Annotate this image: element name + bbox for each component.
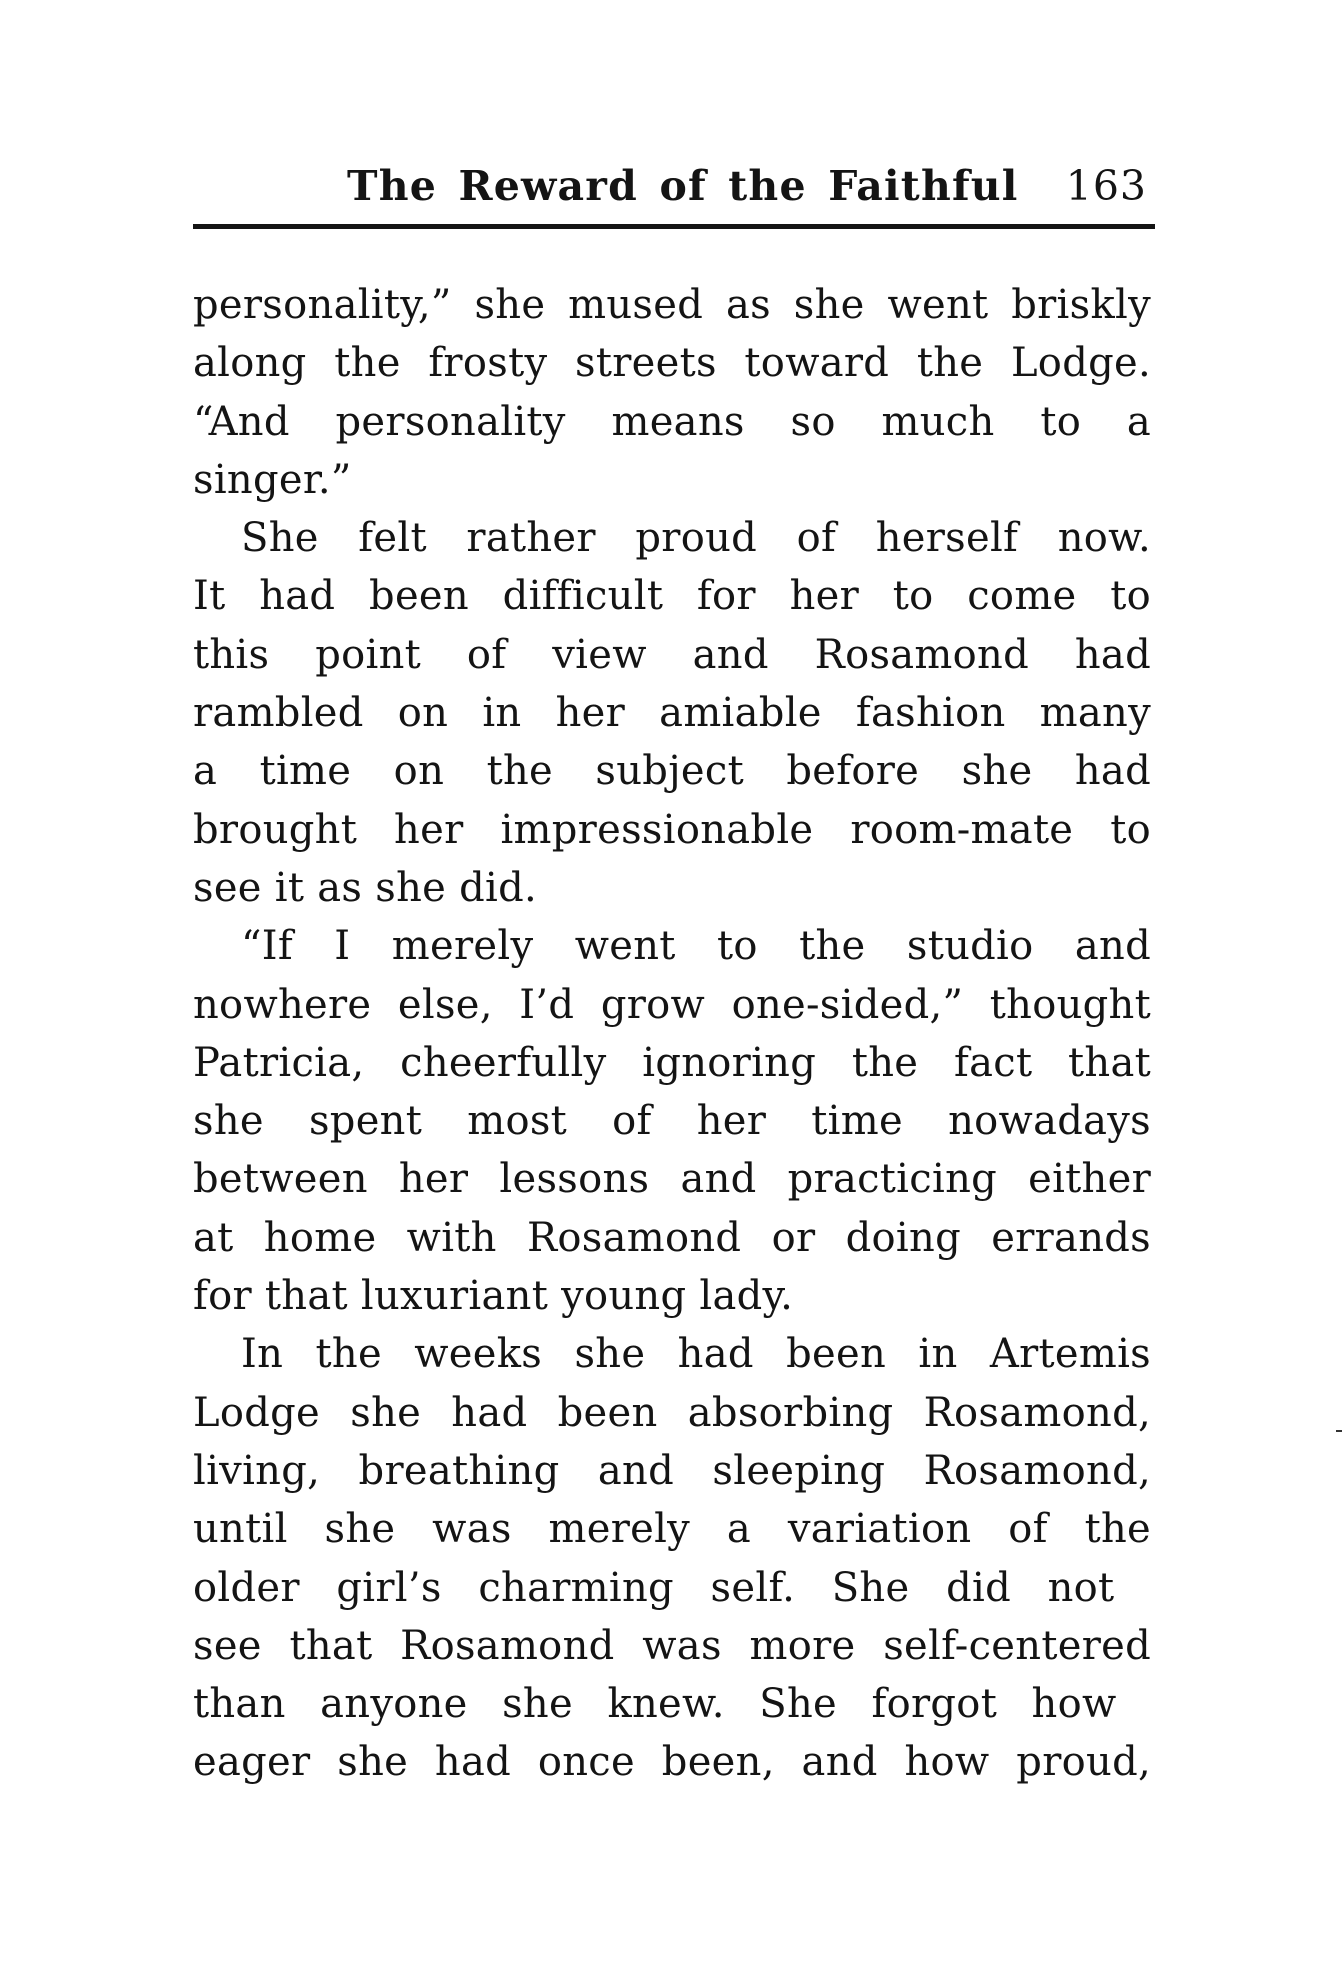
body-text [193,276,1151,1792]
text-line: Patricia, cheerfully ignoring the fact that [193,1039,1151,1086]
text-line: eager she had once been, and how proud, [193,1739,1151,1786]
text-line: older girl’s charming self. She did not [193,1564,1115,1611]
text-line: see it as she did. [193,864,538,911]
text-line: “If I merely went to the studio and [241,923,1151,970]
text-line: brought her impressionable room-mate to [193,806,1151,853]
text-line: along the frosty streets toward the Lodge. [193,340,1151,387]
text-line: She felt rather proud of herself now. [241,515,1151,562]
text-line: It had been difficult for her to come to [193,573,1151,620]
text-line: nowhere else, I’d grow one-sided,” thought [193,981,1151,1028]
text-line: until she was merely a variation of the [193,1506,1151,1553]
text-line: than anyone she knew. She forgot how [193,1681,1117,1728]
text-line: singer.” [193,456,352,503]
text-line: between her lessons and practicing either [193,1156,1151,1203]
text-line: living, breathing and sleeping Rosamond, [193,1447,1151,1494]
text-line: a time on the subject before she had [193,748,1151,795]
text-line: this point of view and Rosamond had [193,631,1151,678]
text-line: In the weeks she had been in Artemis [241,1331,1151,1378]
text-line: at home with Rosamond or doing errands [193,1214,1151,1261]
text-line: “And personality means so much to a [193,398,1151,445]
text-line: personality,” she mused as she went briskly [193,282,1151,328]
running-title: The Reward of the Faithful [347,162,1019,210]
margin-mark [1336,1430,1342,1432]
page-number: 163 [1065,162,1147,210]
header-rule [193,224,1155,229]
text-line: for that luxuriant young lady. [193,1273,794,1320]
text-line: she spent most of her time nowadays [193,1098,1151,1145]
text-line: rambled on in her amiable fashion many [193,690,1151,737]
text-line: Lodge she had been absorbing Rosamond, [193,1389,1151,1436]
running-header [193,156,1155,216]
text-line: see that Rosamond was more self-centered [193,1622,1151,1669]
